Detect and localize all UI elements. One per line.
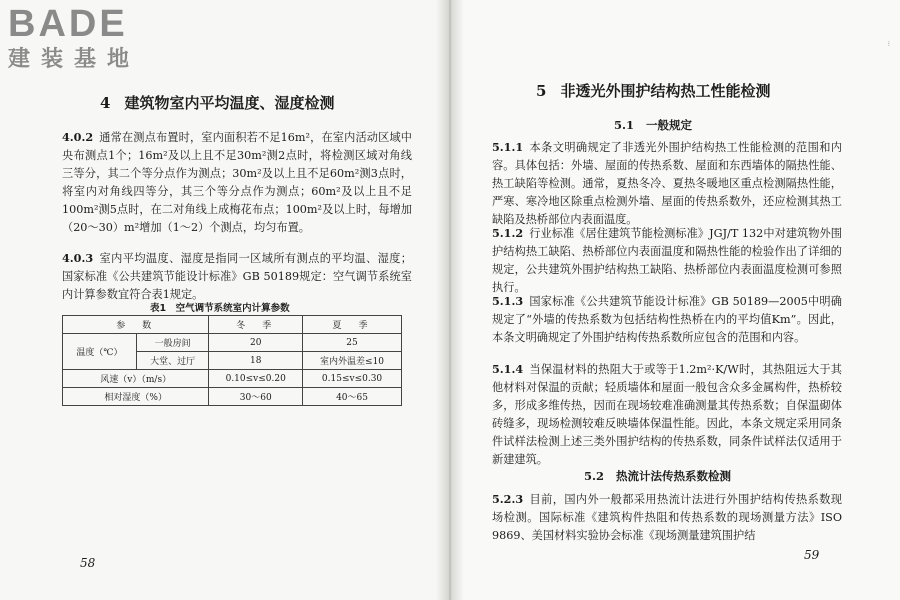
paragraph-id: 4.0.2: [62, 130, 94, 144]
section-title: 热流计法传热系数检测: [616, 469, 732, 483]
logo-brand: BADE: [8, 3, 128, 45]
paragraph-id: 5.1.4: [492, 362, 524, 376]
logo-subtitle: 建装基地: [8, 47, 141, 72]
paragraph-id: 5.2.3: [492, 492, 524, 506]
paragraph-id: 4.0.3: [62, 251, 94, 265]
cell-param: 相对湿度（%）: [63, 388, 209, 406]
paragraph-id: 5.1.3: [492, 294, 524, 308]
left-page: [0, 0, 448, 600]
section-number: 5.1: [614, 118, 635, 132]
header-winter: 冬 季: [209, 316, 303, 334]
paragraph-id: 5.1.2: [492, 226, 524, 240]
paragraph-text: 当保温材料的热阻大于或等于1.2m²·K/W时，其热阻远大于其他材料对保温的贡献；轻质墙体和屋面一般包含众多金属构件，热桥较多，形成多维传热，因而在现场较难准确测量其传热系数；自保温砌体砖缝多，现场检测较难反映墙体保温性能。因此，本条文规定采用同条件试样法检测上述三类外围护结构的传热系数，同条件试样法仅适用于新建建筑。: [492, 363, 842, 466]
chapter-4-heading: [100, 92, 334, 113]
parameters-table: [62, 315, 402, 406]
cell-summer: 0.15≤v≤0.30: [303, 370, 402, 388]
paragraph-text: 通常在测点布置时，室内面积若不足16m²，在室内活动区域中央布测点1个；16m²及以上且不足30m²测2点时，将检测区域对角线三等分，其二个等分点作为测点；30m²及以上且不足60m²测3点时，将室内对角线四等分，其三个等分点作为测点；60m²及以上且不足100m²测5点时，在二对角线上成梅花布点；100m²及以上时，每增加（20～30）m²增加（1～2）个测点，均匀布置。: [62, 131, 412, 234]
paragraph-text: 本条文明确规定了非透光外围护结构热工性能检测的范围和内容。具体包括：外墙、屋面的传热系数、屋面和东西墙体的隔热性能、热工缺陷等检测。通常，夏热冬冷、夏热冬暖地区重点检测隔热性能，严寒、寒冷地区除重点检测外墙、屋面的传热系数外，还应检测其热工缺陷及热桥部位内表面温度。: [492, 141, 842, 226]
cell-winter: 30～60: [209, 388, 303, 406]
cell-sub: 大堂、过厅: [136, 352, 208, 370]
paragraph-text: 国家标准《公共建筑节能设计标准》GB 50189—2005中明确规定了“外墙的传热系数为包括结构性热桥在内的平均值Km”。因此，本条文明确规定了外围护结构传热系数所应包含的范围和内容。: [492, 295, 842, 344]
section-number: 5.2: [584, 469, 605, 483]
cell-param: 风速（v）（m/s）: [63, 370, 209, 388]
paragraph-5-1-1: [492, 138, 842, 229]
watermark-logo: [8, 4, 140, 74]
paragraph-5-1-4: [492, 360, 842, 469]
table-header-row: [63, 316, 402, 334]
section-title: 一般规定: [646, 118, 693, 132]
paragraph-text: 行业标准《居住建筑节能检测标准》JGJ/T 132中对建筑物外围护结构热工缺陷、热桥部位内表面温度和隔热性能的检验作出了详细的规定，公共建筑外围护结构热工缺陷、热桥部位内表面温度检测可参照执行。: [492, 227, 842, 294]
cell-param: 温度（℃）: [63, 334, 137, 370]
right-page: [452, 0, 900, 600]
cell-winter: 0.10≤v≤0.20: [209, 370, 303, 388]
paragraph-5-2-3: [492, 490, 842, 545]
section-5-2-heading: [584, 468, 731, 484]
cell-summer: 25: [303, 334, 402, 352]
paragraph-id: 5.1.1: [492, 140, 524, 154]
table-row: [63, 334, 402, 352]
paragraph-4-0-2: [62, 128, 412, 237]
chapter-title: 非透光外围护结构热工性能检测: [560, 82, 771, 100]
cell-sub: 一般房间: [136, 334, 208, 352]
chapter-title: 建筑物室内平均温度、湿度检测: [124, 94, 335, 112]
chapter-number: 4: [100, 94, 111, 112]
paragraph-text: 目前，国内外一般都采用热流计法进行外围护结构传热系数现场检测。国际标准《建筑构件热阻和传热系数的现场测量方法》ISO 9869、美国材料实验协会标准《现场测量建筑围护结: [492, 493, 842, 542]
cell-winter: 18: [209, 352, 303, 370]
table-caption: 表1 空气调节系统室内计算参数: [150, 303, 290, 314]
page-number-left: 58: [80, 556, 96, 570]
chapter-5-heading: [536, 80, 770, 101]
cell-summer: 40～65: [303, 388, 402, 406]
header-param: 参 数: [63, 316, 209, 334]
cell-summer: 室内外温差≤10: [303, 352, 402, 370]
scan-mark: ⁝: [887, 40, 890, 48]
page-number-right: 59: [804, 548, 820, 562]
paragraph-4-0-3: [62, 249, 412, 304]
paragraph-5-1-3: [492, 292, 842, 347]
cell-winter: 20: [209, 334, 303, 352]
book-gutter: [436, 0, 464, 600]
paragraph-text: 室内平均温度、湿度是指同一区域所有测点的平均温、湿度；国家标准《公共建筑节能设计标准》GB 50189规定：空气调节系统室内计算参数宜符合表1规定。: [62, 252, 412, 301]
table-row: [63, 388, 402, 406]
section-5-1-heading: [614, 117, 692, 133]
chapter-number: 5: [536, 82, 547, 100]
table-row: [63, 370, 402, 388]
header-summer: 夏 季: [303, 316, 402, 334]
paragraph-5-1-2: [492, 224, 842, 297]
